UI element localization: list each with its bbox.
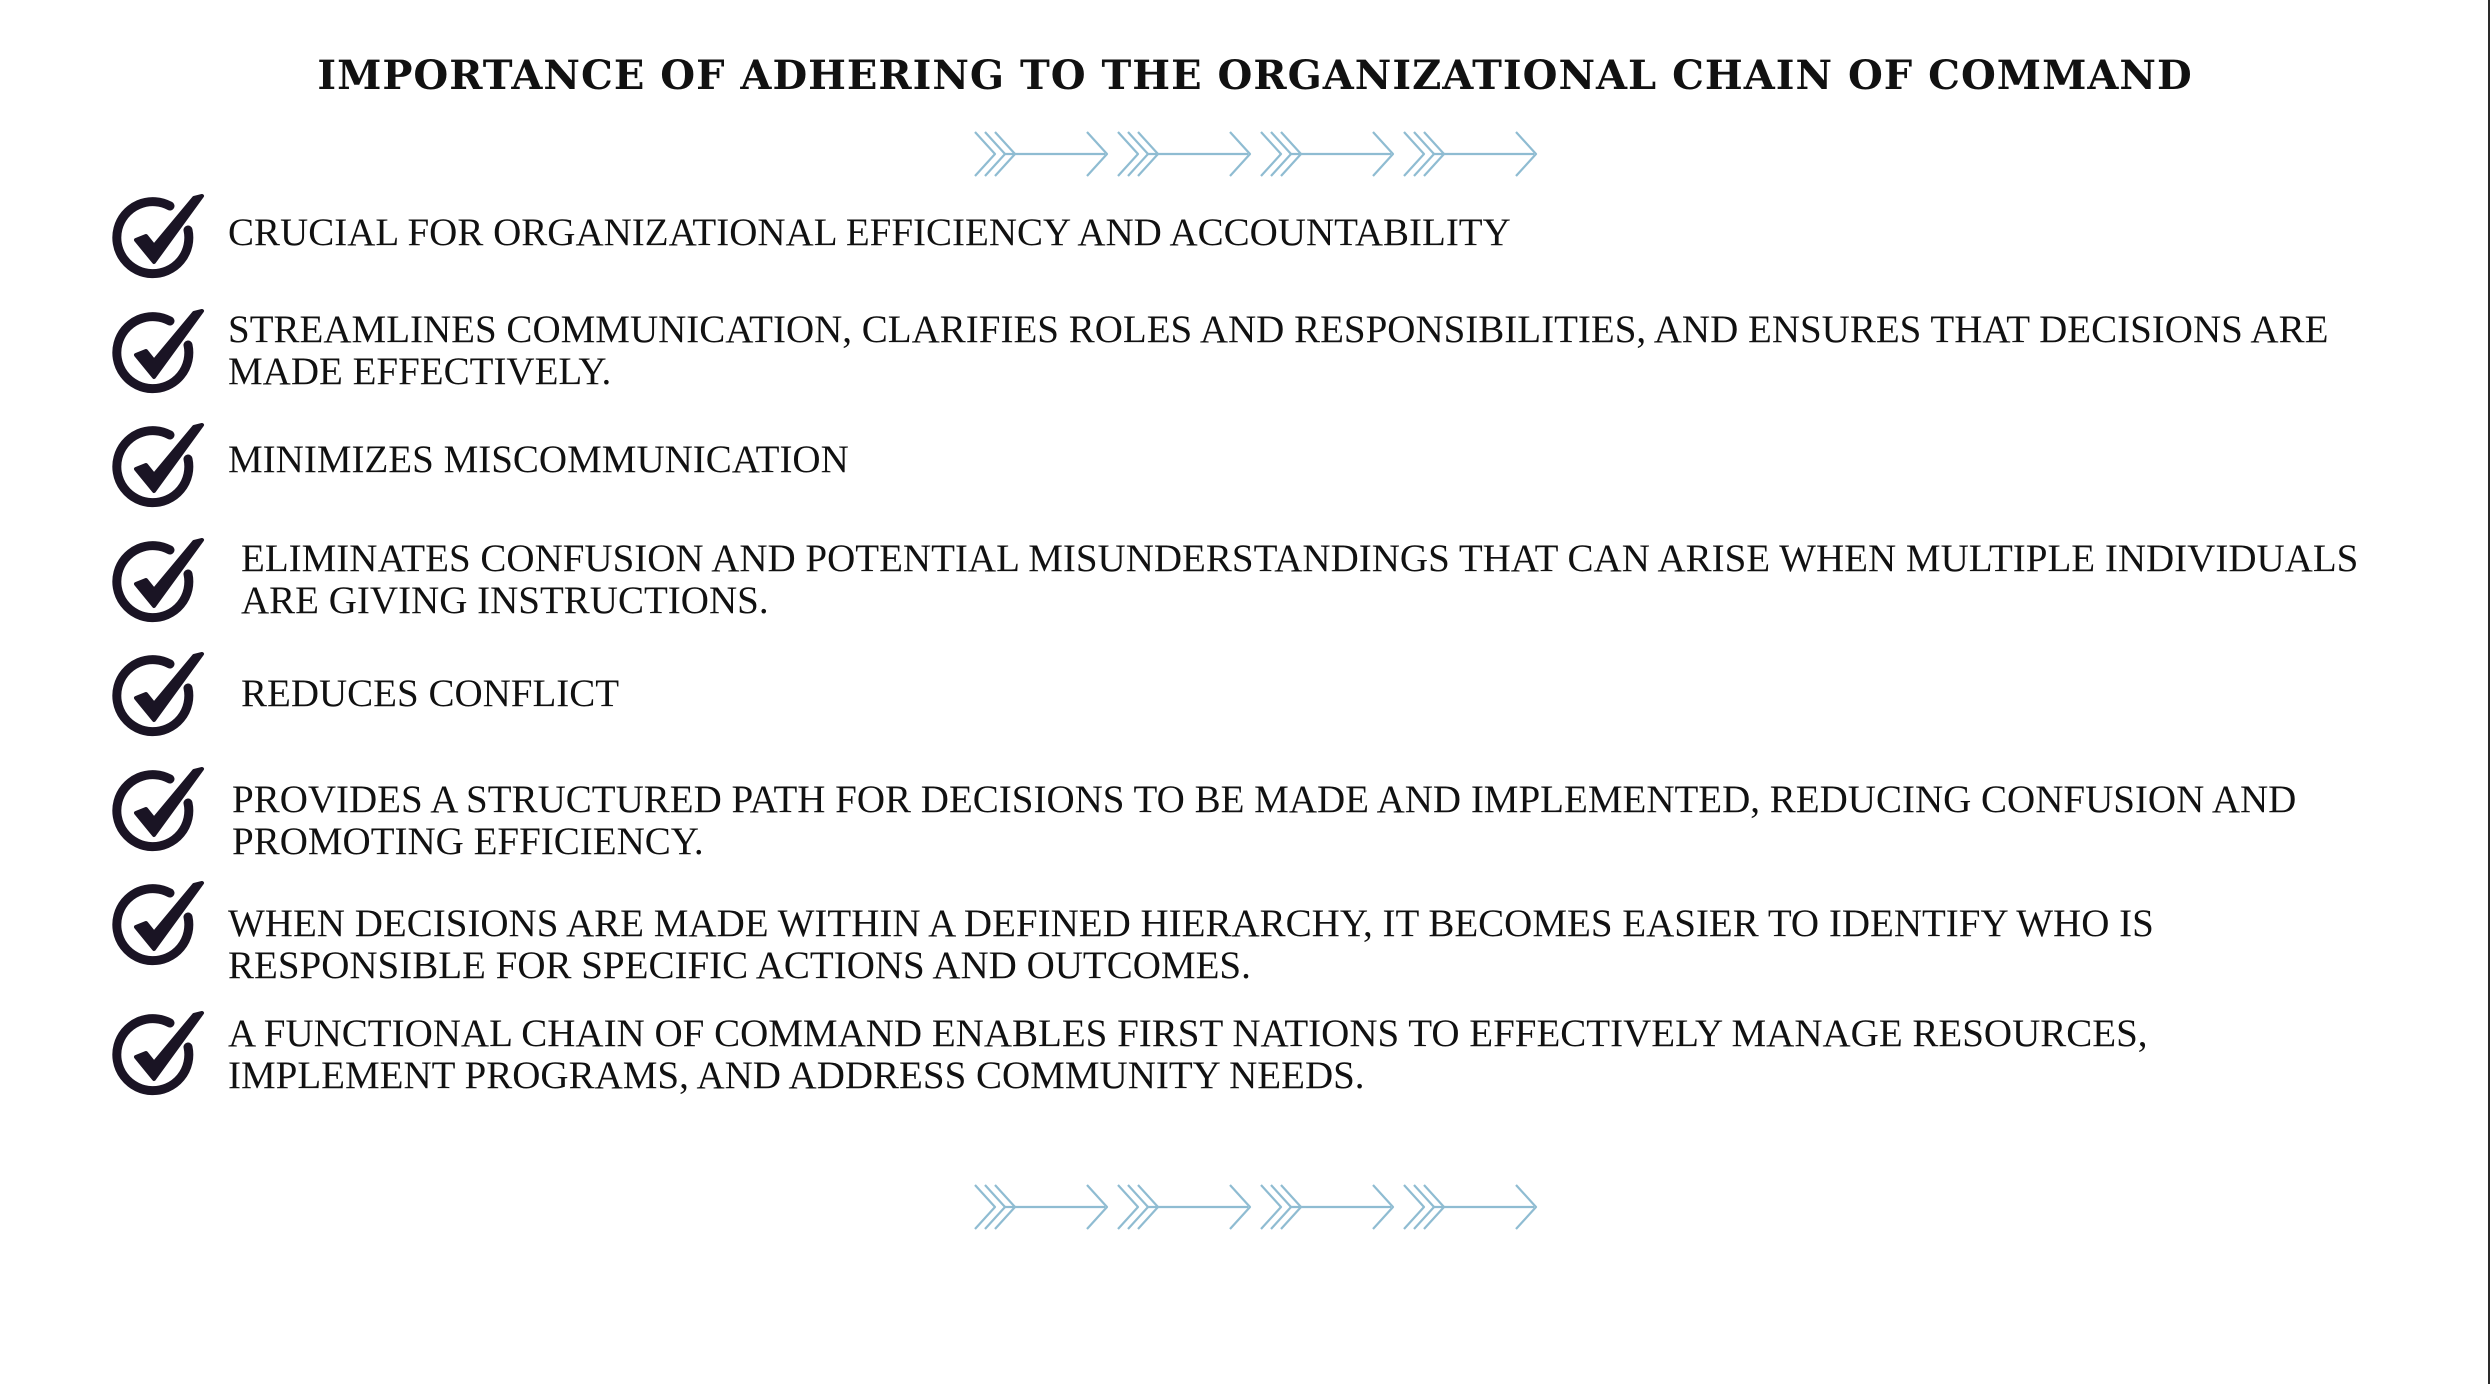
list-item-line: ARE GIVING INSTRUCTIONS. [241, 579, 769, 622]
list-item-line: REDUCES CONFLICT [241, 672, 620, 715]
list-item-line: IMPLEMENT PROGRAMS, AND ADDRESS COMMUNITY NEEDS. [228, 1054, 1365, 1097]
list-item [108, 763, 2478, 863]
list-item-line: STREAMLINES COMMUNICATION, CLARIFIES ROLES AND RESPONSIBILITIES, AND ENSURES THAT DECISIONS ARE [228, 308, 2329, 351]
list-item [108, 1007, 2478, 1101]
list-item-text [241, 538, 2358, 622]
list-item [108, 190, 2478, 284]
list-item-text [228, 212, 1511, 254]
list-item [108, 877, 2478, 987]
check-circle-icon [108, 877, 208, 971]
list-item-text [228, 1013, 2148, 1097]
list-item-text [228, 903, 2154, 987]
list-item-text [228, 439, 849, 481]
list-item-line: MINIMIZES MISCOMMUNICATION [228, 438, 849, 481]
arrow-divider-bottom [970, 1177, 1540, 1237]
check-circle-icon [108, 534, 208, 628]
list-item-text [228, 309, 2328, 393]
list-item [108, 419, 2478, 513]
list-item-line: A FUNCTIONAL CHAIN OF COMMAND ENABLES FIRST NATIONS TO EFFECTIVELY MANAGE RESOURCES, [228, 1012, 2148, 1055]
list-item-line: MADE EFFECTIVELY. [228, 350, 612, 393]
page-title: IMPORTANCE OF ADHERING TO THE ORGANIZATIONAL CHAIN OF COMMAND [317, 52, 2193, 99]
list-item-line: RESPONSIBLE FOR SPECIFIC ACTIONS AND OUTCOMES. [228, 944, 1251, 987]
check-circle-icon [108, 1007, 208, 1101]
arrow-divider-top [970, 124, 1540, 184]
check-circle-icon [108, 763, 208, 857]
list-item [108, 648, 2478, 742]
check-circle-icon [108, 305, 208, 399]
list-item-line: WHEN DECISIONS ARE MADE WITHIN A DEFINED HIERARCHY, IT BECOMES EASIER TO IDENTIFY WHO IS [228, 902, 2154, 945]
list-item-line: ELIMINATES CONFUSION AND POTENTIAL MISUNDERSTANDINGS THAT CAN ARISE WHEN MULTIPLE INDIVIDUALS [241, 537, 2359, 580]
list-item-line: PROMOTING EFFICIENCY. [232, 820, 704, 863]
check-circle-icon [108, 648, 208, 742]
list-item-text [232, 779, 2296, 863]
list-item-text [241, 673, 619, 715]
list-item [108, 534, 2478, 628]
list-item-line: CRUCIAL FOR ORGANIZATIONAL EFFICIENCY AND ACCOUNTABILITY [228, 211, 1511, 254]
check-circle-icon [108, 419, 208, 513]
list-item [108, 305, 2478, 399]
list-item-line: PROVIDES A STRUCTURED PATH FOR DECISIONS TO BE MADE AND IMPLEMENTED, REDUCING CONFUSION AND [232, 778, 2297, 821]
check-circle-icon [108, 190, 208, 284]
